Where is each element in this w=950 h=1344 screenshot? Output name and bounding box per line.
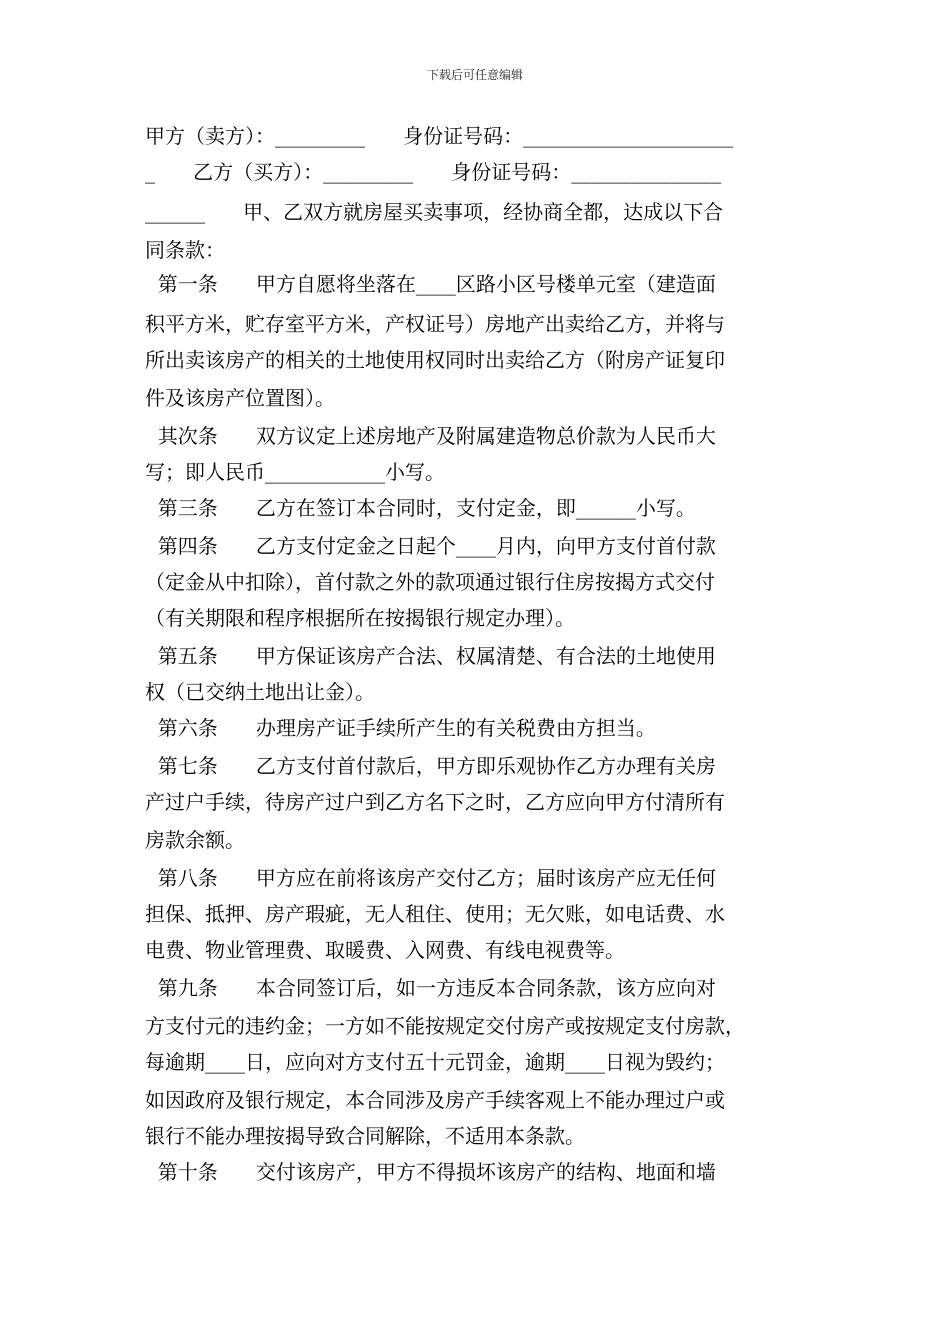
text-line: 房款余额。: [145, 828, 245, 852]
text-line: 积平方米，贮存室平方米，产权证号）房地产出卖给乙方，并将与: [145, 312, 725, 336]
text-line: 第十条 交付该房产，甲方不得损坏该房产的结构、地面和墙: [145, 1160, 716, 1184]
text-line: （定金从中扣除），首付款之外的款项通过银行住房按揭方式交付: [145, 570, 715, 594]
text-line: 写；即人民币____________小写。: [145, 460, 445, 484]
text-line: 银行不能办理按揭导致合同解除，不适用本条款。: [145, 1124, 585, 1148]
text-line: 如因政府及银行规定，本合同涉及房产手续客观上不能办理过户或: [145, 1088, 725, 1112]
text-line: ______ 甲、乙双方就房屋买卖事项，经协商全都，达成以下合: [145, 200, 724, 224]
text-line: 同条款：: [145, 238, 225, 262]
text-line: 担保、抵押、房产瑕疵，无人租住、使用；无欠账，如电话费、水: [145, 902, 725, 926]
text-line: （有关期限和程序根据所在按揭银行规定办理）。: [145, 606, 575, 630]
text-line: 方支付元的违约金；一方如不能按规定交付房产或按规定支付房款，: [145, 1014, 745, 1038]
text-line: 每逾期____日，应向对方支付五十元罚金，逾期____日视为毁约；: [145, 1050, 725, 1074]
page-header: 下载后可任意编辑: [426, 68, 523, 82]
text-line: 件及该房产位置图）。: [145, 386, 335, 410]
text-line: 权（已交纳土地出让金）。: [145, 680, 375, 704]
text-line: 所出卖该房产的相关的土地使用权同时出卖给乙方（附房产证复印: [145, 348, 725, 372]
text-line: 其次条 双方议定上述房地产及附属建造物总价款为人民币大: [145, 424, 716, 448]
text-line: 第四条 乙方支付定金之日起个____月内，向甲方支付首付款: [145, 534, 716, 558]
text-line: 第六条 办理房产证手续所产生的有关税费由方担当。: [145, 716, 656, 740]
text-line: 第九条 本合同签订后，如一方违反本合同条款，该方应向对: [145, 976, 716, 1000]
text-line: 产过户手续，待房产过户到乙方名下之时，乙方应向甲方付清所有: [145, 790, 725, 814]
text-line: 第三条 乙方在签订本合同时，支付定金，即______小写。: [145, 496, 696, 520]
text-line: _ 乙方（买方）：_________ 身份证号码：_______________: [145, 160, 722, 184]
text-line: 第八条 甲方应在前将该房产交付乙方；届时该房产应无任何: [145, 866, 716, 890]
text-line: 第一条 甲方自愿将坐落在____区路小区号楼单元室（建造面: [145, 272, 716, 296]
text-line: 电费、物业管理费、取暖费、入网费、有线电视费等。: [145, 938, 625, 962]
text-line: 甲方（卖方）：_________ 身份证号码：_____________________: [145, 124, 734, 148]
text-line: 第五条 甲方保证该房产合法、权属清楚、有合法的土地使用: [145, 644, 716, 668]
text-line: 第七条 乙方支付首付款后，甲方即乐观协作乙方办理有关房: [145, 754, 716, 778]
